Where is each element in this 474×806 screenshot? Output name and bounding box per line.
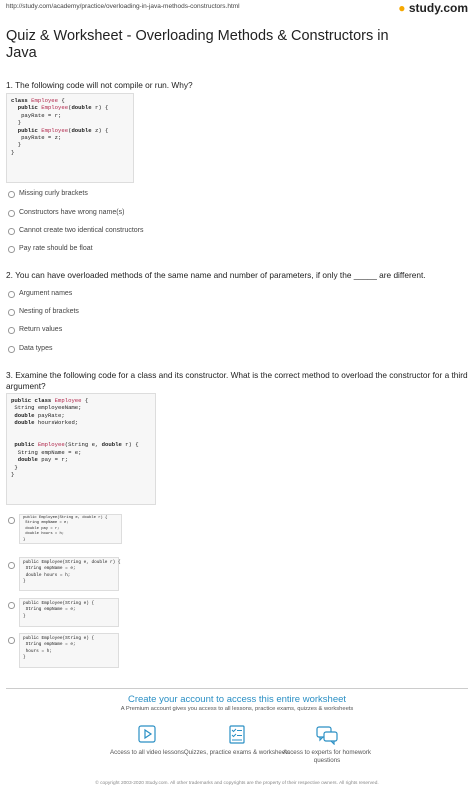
top-bar xyxy=(0,0,474,16)
feature-quizzes-text: Quizzes, practice exams & worksheets xyxy=(183,749,291,756)
feature-experts xyxy=(272,725,382,764)
question-3-code: public class Employee { String employeeName; double payRate; double hoursWorked; public Employee(String e, double r) { String empName = e; double pay = r; } } xyxy=(6,393,156,505)
q1-option-1-radio[interactable] xyxy=(8,191,15,198)
q1-option-3[interactable]: Cannot create two identical constructors xyxy=(19,227,144,234)
logo-text: study.com xyxy=(408,1,468,15)
q2-option-3-radio[interactable] xyxy=(8,327,15,334)
q3-option-3[interactable]: public Employee(String e) { String empName = e; } xyxy=(19,598,119,627)
quiz-checklist-icon xyxy=(226,725,248,745)
question-3: 3. Examine the following code for a class and its constructor. What is the correct method to overload the constructor for a third argument? xyxy=(6,370,468,391)
q3-option-2[interactable]: public Employee(String e, double r) { String empName = e; double hours = h; } xyxy=(19,557,119,591)
q3-option-1-radio[interactable] xyxy=(8,517,15,524)
q2-option-1[interactable]: Argument names xyxy=(19,290,73,297)
q2-option-2-radio[interactable] xyxy=(8,309,15,316)
q1-option-3-radio[interactable] xyxy=(8,228,15,235)
q3-option-4[interactable]: public Employee(String e) { String empName = e; hours = h; } xyxy=(19,633,119,668)
q3-option-3-radio[interactable] xyxy=(8,602,15,609)
q2-option-3[interactable]: Return values xyxy=(19,326,63,333)
q3-option-2-radio[interactable] xyxy=(8,562,15,569)
question-1: 1. The following code will not compile or run. Why? xyxy=(6,80,193,90)
q3-option-1[interactable]: public Employee(String e, double r) { String empName = e; double pay = r; double hours = h; } xyxy=(19,514,122,544)
q1-option-4[interactable]: Pay rate should be float xyxy=(19,245,93,252)
q2-option-2[interactable]: Nesting of brackets xyxy=(19,308,79,315)
logo-mark-icon: ● xyxy=(398,1,406,15)
question-1-code: class Employee { public Employee(double r) { payRate = r; } public Employee(double z) { payRate = z; } } xyxy=(6,93,134,183)
page-title: Quiz & Worksheet - Overloading Methods & Constructors in Java xyxy=(6,28,389,61)
study-logo[interactable] xyxy=(398,1,468,15)
question-2: 2. You can have overloaded methods of the same name and number of parameters, if only the _____ are different. xyxy=(6,270,426,280)
q2-option-1-radio[interactable] xyxy=(8,291,15,298)
video-lesson-icon xyxy=(136,725,158,745)
feature-video-lessons-text: Access to all video lessons xyxy=(110,749,184,756)
q1-option-2[interactable]: Constructors have wrong name(s) xyxy=(19,209,125,216)
q3-option-4-radio[interactable] xyxy=(8,637,15,644)
cta-subtitle: A Premium account gives you access to all lessons, practice exams, quizzes & worksheets xyxy=(120,706,354,712)
feature-experts-text: Access to experts for homework questions xyxy=(282,749,372,764)
q1-option-4-radio[interactable] xyxy=(8,246,15,253)
cta-title[interactable]: Create your account to access this entire worksheet xyxy=(127,694,347,705)
cta-divider xyxy=(6,688,468,689)
footer-copyright: © copyright 2003-2020 Study.com. All other trademarks and copyrights are the property of their respective owners. All rights reserved. xyxy=(95,781,379,786)
q1-option-2-radio[interactable] xyxy=(8,210,15,217)
chat-bubble-icon xyxy=(315,725,339,745)
q1-option-1[interactable]: Missing curly brackets xyxy=(19,190,88,197)
q2-option-4-radio[interactable] xyxy=(8,346,15,353)
page-url: http://study.com/academy/practice/overloading-in-java-methods-constructors.html xyxy=(6,3,240,10)
q2-option-4[interactable]: Data types xyxy=(19,345,53,352)
